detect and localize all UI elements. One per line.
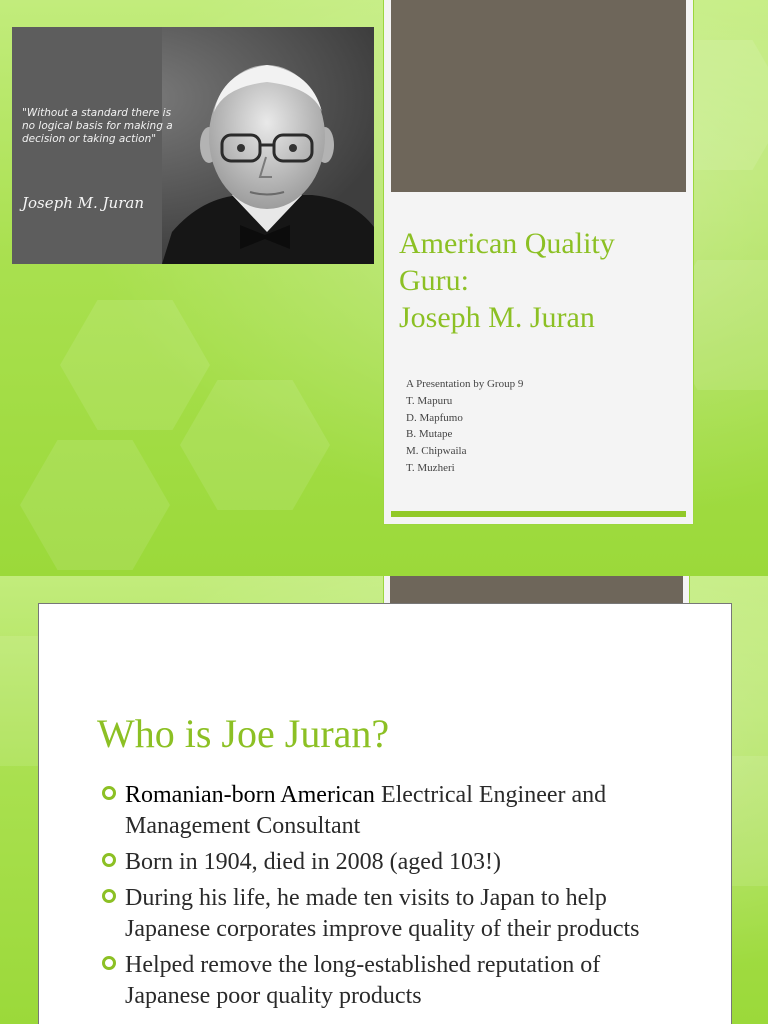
list-item	[97, 780, 657, 842]
juran-signature: Joseph M. Juran	[22, 194, 144, 212]
circle-bullet-icon	[102, 956, 116, 970]
title-line: Guru:	[399, 264, 469, 297]
presenter-name: B. Mutape	[406, 428, 453, 441]
slide-who-is-juran	[0, 576, 768, 1024]
content-panel	[38, 603, 732, 1024]
bullet-lead-text: Romanian-born American	[125, 782, 375, 808]
circle-bullet-icon	[102, 853, 116, 867]
bullet-list	[97, 780, 657, 1017]
juran-quote: "Without a standard there is no logical basis for making a decision or taking action"	[22, 107, 173, 145]
presenter-name: M. Chipwaila	[406, 445, 467, 458]
title-line: American Quality	[399, 227, 615, 260]
presenter-name: D. Mapfumo	[406, 411, 463, 424]
bullet-text: Electrical Engineer and Management Consultant	[125, 782, 607, 839]
title-line: Joseph M. Juran	[399, 301, 595, 334]
circle-bullet-icon	[102, 889, 116, 903]
juran-photo	[12, 27, 374, 264]
bullet-text: Born in 1904, died in 2008 (aged 103!)	[125, 849, 501, 875]
slide-heading: Who is Joe Juran?	[97, 711, 390, 756]
presenter-list	[406, 376, 523, 477]
list-item	[97, 847, 657, 878]
footer-rule	[391, 511, 686, 517]
bullet-text: During his life, he made ten visits to Japan to help Japanese corporates improve quality of their products	[125, 885, 640, 942]
presenter-name: T. Mapuru	[406, 394, 453, 407]
bullet-text: Helped remove the long-established reputation of Japanese poor quality products	[125, 952, 601, 1009]
list-item	[97, 883, 657, 945]
list-item	[97, 950, 657, 1012]
background-hexagon	[60, 300, 210, 430]
presentation-title	[399, 225, 684, 336]
title-panel	[383, 0, 694, 525]
presenter-group: A Presentation by Group 9	[406, 378, 524, 390]
portrait-image	[162, 27, 374, 264]
background-hexagon	[180, 380, 330, 510]
header-band	[391, 0, 686, 192]
presenter-name: T. Muzheri	[406, 461, 455, 474]
circle-bullet-icon	[102, 786, 116, 800]
background-hexagon	[20, 440, 170, 570]
